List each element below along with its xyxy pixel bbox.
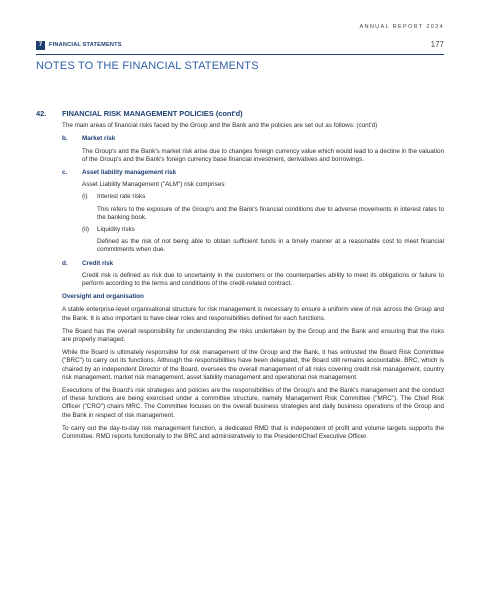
oversight-paragraph-2: The Board has the overall responsibility for understanding the risks undertaken by the Group and the Bank and ensuring that the risks are properly managed.: [62, 327, 444, 344]
item-c-i-text: This refers to the exposure of the Group's and the Bank's financial conditions due to adverse movements in interest rates to the banking book.: [97, 205, 444, 221]
note-number: 42.: [36, 109, 47, 118]
running-header: [36, 40, 444, 53]
page-number: 177: [430, 40, 444, 49]
item-b-text: The Group's and the Bank's market risk arise due to changes foreign currency value which would lead to a decline in the valuation of the Group's and the Bank's foreign currency base financial investment, derivatives and borrowings.: [82, 147, 444, 163]
note-title: FINANCIAL RISK MANAGEMENT POLICIES (cont'd): [62, 109, 243, 118]
item-c-letter: c.: [62, 169, 68, 177]
note-intro: The main areas of financial risks faced by the Group and the Bank and the policies are set out as follows: (cont'd): [62, 122, 378, 130]
item-d-heading: [62, 260, 444, 268]
oversight-paragraph-4: Executions of the Board's risk strategies and policies are the responsibilities of the Group's and the Bank's management and the conduct of these functions are being exercised under a committee structure, namely Management Risk Committee ("MRC"). The Chief Risk Officer ("CRO") chairs MRC. The Committee focuses on the overall business strategies and daily business operations of the Group and the Bank in respect of risk management.: [62, 387, 444, 419]
note-content: [36, 110, 444, 441]
item-d-title: Credit risk: [82, 259, 114, 267]
page-title: NOTES TO THE FINANCIAL STATEMENTS: [36, 60, 259, 72]
item-b-heading: [62, 135, 444, 143]
item-c-text: Asset Liability Management ("ALM") risk comprises:: [82, 181, 227, 189]
item-d-text: Credit risk is defined as risk due to uncertainty in the customers or the counterparties ability to meet its obligations or failure to perform according to the terms and conditions of the credit-related contract.: [82, 271, 444, 288]
item-c-ii-number: (ii): [82, 226, 89, 234]
item-c-ii-heading: [82, 226, 444, 234]
item-b-letter: b.: [62, 135, 68, 143]
item-c-i-heading: [82, 193, 444, 201]
header-rule: [36, 54, 444, 55]
item-c-title: Asset liability management risk: [82, 169, 177, 177]
item-c-i-title: Interest rate risks: [97, 193, 146, 201]
oversight-paragraph-1: A stable enterprise-level organisational structure for risk management is necessary to ensure a uniform view of risk across the Group and the Bank. It is also important to have clear roles and responsibilities defined for each functions.: [62, 306, 444, 322]
item-b-title: Market risk: [82, 135, 116, 143]
oversight-paragraph-3: While the Board is ultimately responsible for risk management of the Group and the Bank, it has entrusted the Board Risk Committee ("BRC") to carry out its functions. Although the responsibilities have been delegated, the Board still remains accountable. BRC, which is chaired by an independent Director of the Board, oversees the overall management of all risks covering credit risk management, country risk management, market risk management, asset liability management and operational risk management.: [62, 349, 444, 381]
section-label: FINANCIAL STATEMENTS: [49, 42, 122, 48]
report-label: ANNUAL REPORT 2024: [359, 24, 444, 30]
item-c-i-number: (i): [82, 193, 88, 201]
section-number-badge: 7: [36, 41, 45, 50]
item-c-heading: [62, 169, 444, 177]
note-heading: [36, 110, 444, 118]
item-c-ii-text: Defined as the risk of not being able to obtain sufficient funds in a timely manner at a reasonable cost to meet financial commitments when due.: [97, 238, 444, 254]
item-d-letter: d.: [62, 259, 68, 267]
oversight-heading: Oversight and organisation: [62, 293, 144, 301]
item-c-ii-title: Liquidity risks: [97, 226, 135, 234]
oversight-paragraph-5: To carry out the day-to-day risk management function, a dedicated RMD that is independent of profit and volume targets supports the Committee. RMD reports functionally to the BRC and administratively to the President/Chief Executive Officer.: [62, 424, 444, 441]
